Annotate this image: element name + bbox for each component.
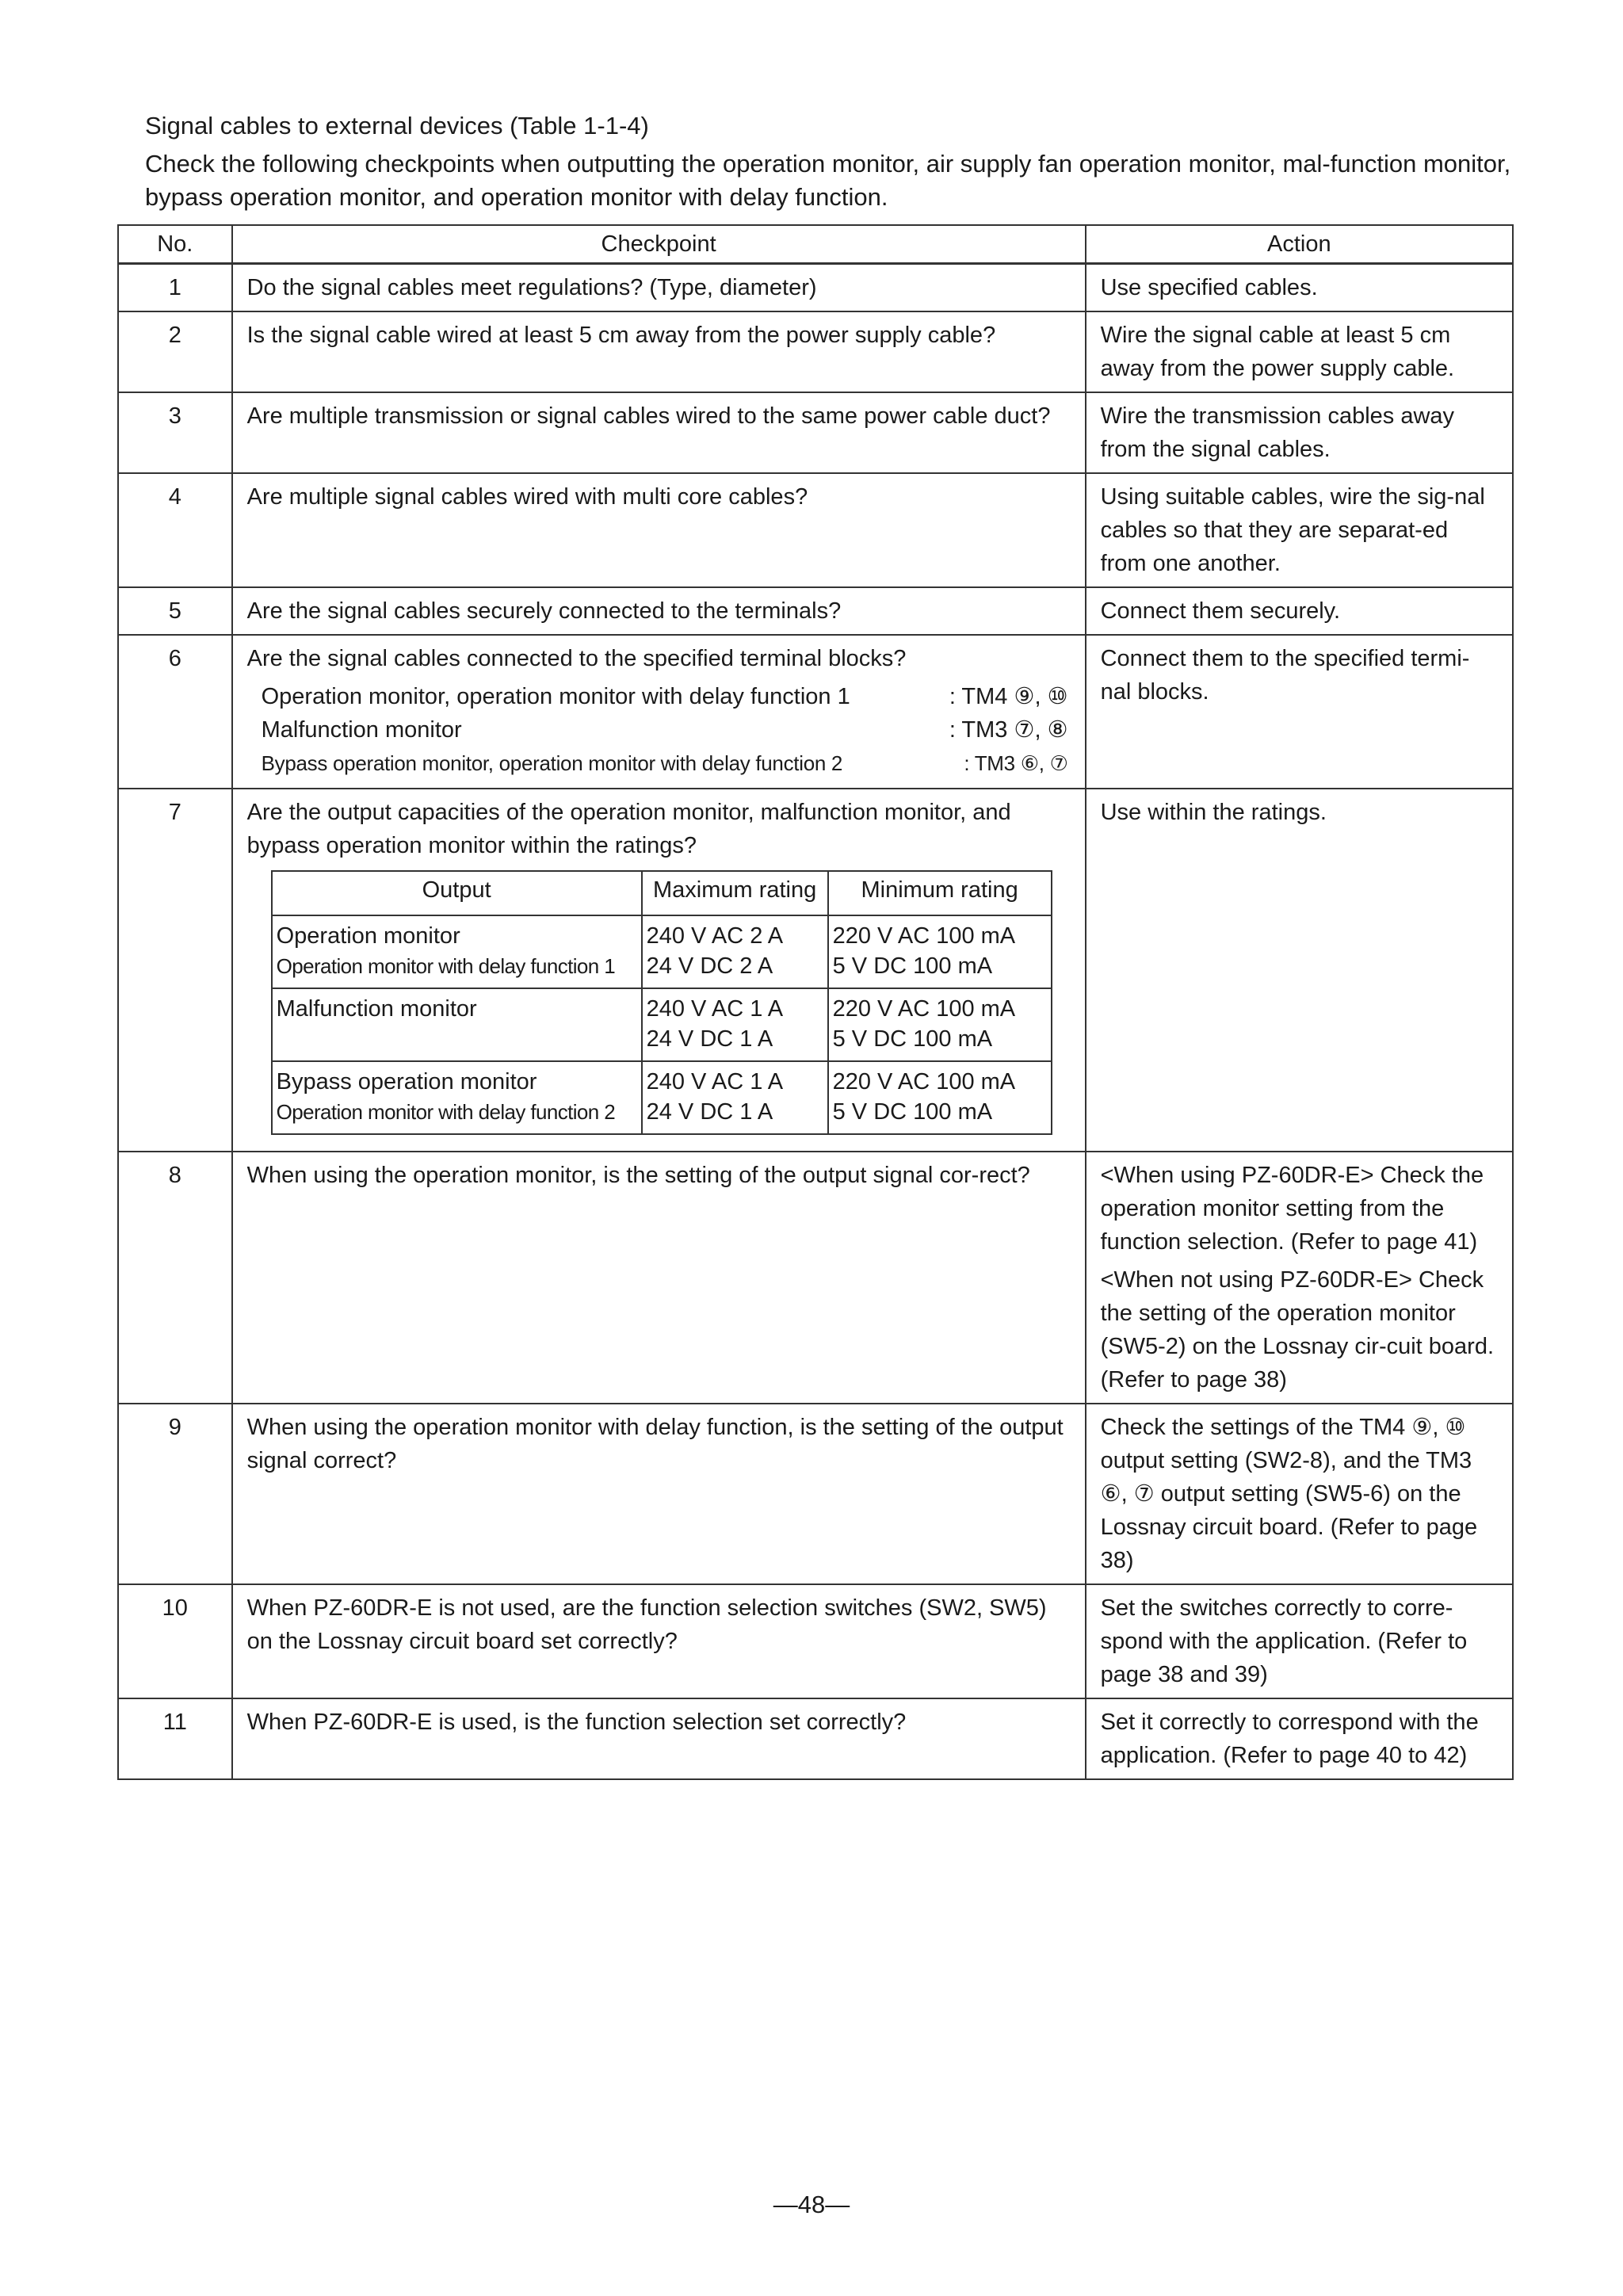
checkpoint-text: When using the operation monitor with delay function, is the setting of the output signal correct? — [232, 1404, 1086, 1584]
action-cell — [1086, 1152, 1513, 1404]
checkpoint-text: Are the output capacities of the operation monitor, malfunction monitor, and bypass operation monitor within the ratings? — [246, 800, 1011, 858]
min-value: 5 V DC 100 mA — [832, 1099, 993, 1125]
action-text: Check the settings of the TM4 ⑨, ⑩ output setting (SW2-8), and the TM3 ⑥, ⑦ output setting (SW5-6) on the Lossnay circuit board. (Refer to page 38) — [1086, 1404, 1513, 1584]
table-row — [118, 1698, 1513, 1779]
terminal-row — [262, 747, 1068, 780]
table-row — [118, 311, 1513, 392]
action-text: Using suitable cables, wire the sig-nal cables so that they are separat-ed from one another. — [1086, 473, 1513, 587]
rating-max — [642, 988, 828, 1061]
max-value: 24 V DC 2 A — [646, 953, 773, 979]
row-number: 6 — [118, 635, 232, 789]
terminal-row — [262, 680, 1068, 713]
terminal-label: Bypass operation monitor, operation monitor with delay function 2 — [261, 751, 843, 775]
row-number: 2 — [118, 311, 232, 392]
section-description: Check the following checkpoints when outputting the operation monitor, air supply fan operation monitor, mal-function monitor, bypass operation monitor, and operation monitor with delay function. — [145, 150, 1511, 211]
row-number: 5 — [118, 587, 232, 635]
checkpoint-table — [117, 224, 1514, 1780]
rating-header-min: Minimum rating — [828, 871, 1052, 915]
table-row — [118, 587, 1513, 635]
table-row — [118, 789, 1513, 1152]
rating-row — [272, 915, 1052, 988]
terminal-value: : TM4 ⑨, ⑩ — [949, 684, 1068, 709]
rating-max — [642, 915, 828, 988]
output-name: Malfunction monitor — [276, 996, 477, 1022]
action-text: Connect them securely. — [1086, 587, 1513, 635]
row-number: 8 — [118, 1152, 232, 1404]
table-row — [118, 1584, 1513, 1698]
checkpoint-text: Are multiple transmission or signal cables wired to the same power cable duct? — [232, 392, 1086, 473]
header-action: Action — [1086, 225, 1513, 264]
rating-output — [272, 988, 642, 1061]
terminal-value: : TM3 ⑦, ⑧ — [949, 717, 1068, 743]
checkpoint-text: When using the operation monitor, is the setting of the output signal cor-rect? — [232, 1152, 1086, 1404]
rating-table — [271, 870, 1052, 1135]
checkpoint-cell — [232, 635, 1086, 789]
terminal-label: Operation monitor, operation monitor with delay function 1 — [261, 684, 850, 709]
action-text: <When using PZ-60DR-E> Check the operation monitor setting from the function selection. (Refer to page 41) — [1100, 1163, 1484, 1255]
checkpoint-text: Is the signal cable wired at least 5 cm away from the power supply cable? — [232, 311, 1086, 392]
rating-header-output: Output — [272, 871, 642, 915]
action-text: Set it correctly to correspond with the application. (Refer to page 40 to 42) — [1086, 1698, 1513, 1779]
max-value: 24 V DC 1 A — [646, 1099, 773, 1125]
max-value: 24 V DC 1 A — [646, 1026, 773, 1052]
rating-row — [272, 988, 1052, 1061]
row-number: 7 — [118, 789, 232, 1152]
section-title: Signal cables to external devices (Table 1-1-4) — [145, 112, 649, 139]
row-number: 4 — [118, 473, 232, 587]
intro — [145, 109, 1524, 214]
header-checkpoint: Checkpoint — [232, 225, 1086, 264]
header-no: No. — [118, 225, 232, 264]
action-text: Connect them to the specified termi-nal blocks. — [1086, 635, 1513, 789]
output-name: Bypass operation monitor — [276, 1069, 537, 1095]
rating-output — [272, 1061, 642, 1134]
rating-row — [272, 1061, 1052, 1134]
row-number: 10 — [118, 1584, 232, 1698]
rating-min — [828, 915, 1052, 988]
action-text: Use specified cables. — [1086, 264, 1513, 312]
rating-header-row — [272, 871, 1052, 915]
table-row — [118, 635, 1513, 789]
output-name: Operation monitor with delay function 2 — [276, 1100, 616, 1124]
action-text: Set the switches correctly to corre-spond with the application. (Refer to page 38 and 39) — [1086, 1584, 1513, 1698]
table-row — [118, 1152, 1513, 1404]
checkpoint-text: Are the signal cables connected to the specified terminal blocks? — [246, 646, 907, 671]
checkpoint-text: When PZ-60DR-E is not used, are the function selection switches (SW2, SW5) on the Lossnay circuit board set correctly? — [232, 1584, 1086, 1698]
min-value: 220 V AC 100 mA — [832, 1069, 1016, 1095]
max-value: 240 V AC 2 A — [646, 923, 784, 949]
max-value: 240 V AC 1 A — [646, 996, 784, 1022]
rating-header-max: Maximum rating — [642, 871, 828, 915]
rating-min — [828, 1061, 1052, 1134]
row-number: 1 — [118, 264, 232, 312]
output-name: Operation monitor — [276, 923, 460, 949]
checkpoint-text: Do the signal cables meet regulations? (Type, diameter) — [232, 264, 1086, 312]
checkpoint-text: Are multiple signal cables wired with multi core cables? — [232, 473, 1086, 587]
checkpoint-text: Are the signal cables securely connected to the terminals? — [232, 587, 1086, 635]
action-text: <When not using PZ-60DR-E> Check the setting of the operation monitor (SW5-2) on the Lossnay cir-cuit board. (Refer to page 38) — [1100, 1267, 1495, 1392]
checkpoint-text: When PZ-60DR-E is used, is the function selection set correctly? — [232, 1698, 1086, 1779]
terminal-row — [262, 713, 1068, 747]
table-row — [118, 1404, 1513, 1584]
table-row — [118, 392, 1513, 473]
action-text: Use within the ratings. — [1086, 789, 1513, 1152]
action-text: Wire the transmission cables away from the signal cables. — [1086, 392, 1513, 473]
terminal-label: Malfunction monitor — [261, 717, 462, 743]
row-number: 11 — [118, 1698, 232, 1779]
rating-output — [272, 915, 642, 988]
max-value: 240 V AC 1 A — [646, 1069, 784, 1095]
checkpoint-cell — [232, 789, 1086, 1152]
action-text: Wire the signal cable at least 5 cm away from the power supply cable. — [1086, 311, 1513, 392]
rating-max — [642, 1061, 828, 1134]
terminal-list — [262, 680, 1071, 780]
min-value: 220 V AC 100 mA — [832, 996, 1016, 1022]
min-value: 220 V AC 100 mA — [832, 923, 1016, 949]
min-value: 5 V DC 100 mA — [832, 1026, 993, 1052]
table-row — [118, 264, 1513, 312]
row-number: 3 — [118, 392, 232, 473]
terminal-value: : TM3 ⑥, ⑦ — [964, 751, 1068, 775]
row-number: 9 — [118, 1404, 232, 1584]
page-number: —48— — [773, 2191, 850, 2218]
table-header-row — [118, 225, 1513, 264]
output-name: Operation monitor with delay function 1 — [276, 954, 616, 978]
rating-min — [828, 988, 1052, 1061]
table-row — [118, 473, 1513, 587]
min-value: 5 V DC 100 mA — [832, 953, 993, 979]
